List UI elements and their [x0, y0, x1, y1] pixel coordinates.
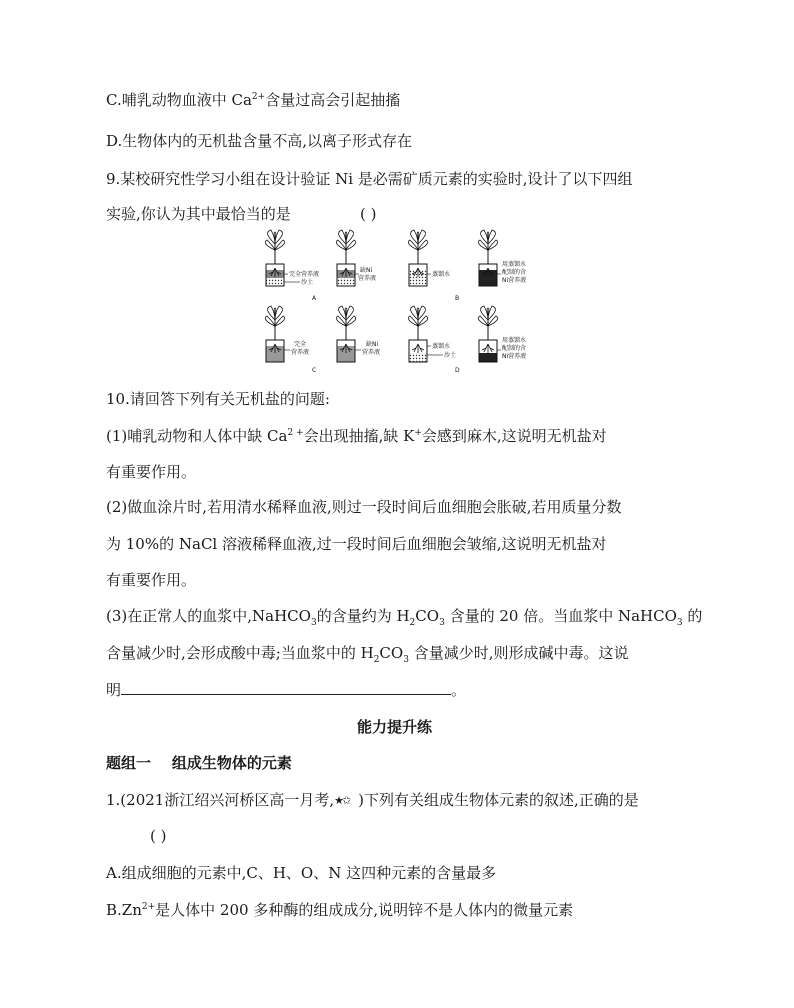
a-left-label: 完全营养液 — [289, 271, 320, 278]
beaker-a-left — [265, 230, 284, 286]
question-10-2-line3: 有重要作用。 — [106, 571, 197, 589]
b-right-label-3: Ni营养液 — [502, 277, 527, 284]
beaker-c-right — [336, 306, 355, 362]
label-a: A — [312, 295, 317, 302]
d-right-label-1: 用蒸馏水 — [502, 337, 527, 344]
setup-a — [265, 230, 376, 302]
d-left-label: 蒸馏水 — [432, 343, 451, 350]
difficulty-stars-icon: ★✩ — [334, 794, 350, 807]
question-10-2-line1: (2)做血涂片时,若用清水稀释血液,则过一段时间后血细胞会胀破,若用质量分数 — [106, 498, 622, 516]
d-soil-label: 沙土 — [444, 352, 457, 359]
d-right-label-2: 配制的含 — [502, 345, 527, 352]
c-left-label-2: 营养液 — [291, 349, 310, 356]
question-1-option-a: A.组成细胞的元素中,C、H、O、N 这四种元素的含量最多 — [106, 864, 497, 882]
setup-d — [408, 306, 526, 374]
setup-c — [265, 306, 380, 374]
question-10-3-line3: 明 。 — [106, 681, 467, 699]
label-b: B — [455, 295, 460, 302]
option-c: C.哺乳动物血液中 $Ca^{2+}$含量过高会引起抽搐 — [106, 91, 401, 109]
section-title: 能力提升练 — [357, 718, 433, 736]
beaker-b-right — [478, 230, 497, 286]
b-left-label: 蒸馏水 — [432, 271, 451, 278]
question-1-option-b: $B.Zn^{2+}$是人体中 200 多种酶的组成成分,说明锌不是人体内的微量元素 — [106, 901, 574, 919]
option-d: D.生物体内的无机盐含量不高,以离子形式存在 — [106, 132, 413, 150]
c-left-label-1: 完全 — [294, 341, 307, 348]
beaker-d-left — [408, 306, 427, 362]
label-c: C — [312, 367, 317, 374]
question-10-3-line2: 含量减少时,会形成酸中毒;当血浆中的 $H_2CO_3$ 含量减少时,则形成碱中毒。这说 — [106, 644, 629, 665]
beaker-b-left — [408, 230, 427, 286]
d-right-label-3: Ni营养液 — [502, 353, 527, 360]
a-soil-label: 沙土 — [301, 279, 314, 286]
a-right-label-1: 缺Ni — [360, 267, 373, 274]
ni-experiment-figure — [262, 228, 534, 374]
b-right-label-2: 配制的含 — [502, 269, 527, 276]
group-title: 题组一 组成生物体的元素 — [106, 754, 292, 772]
setup-b — [408, 230, 526, 302]
question-1-answer-paren: ( ) — [150, 827, 167, 845]
question-9-line1: 9.某校研究性学习小组在设计验证 Ni 是必需矿质元素的实验时,设计了以下四组 — [106, 170, 633, 188]
question-10-1-line1: (1)哺乳动物和人体中缺 $Ca^{2 +}$会出现抽搐,缺 K+会感到麻木,这说明无机盐对 — [106, 427, 607, 445]
c-right-label-2: 营养液 — [362, 349, 381, 356]
c-right-label-1: 缺Ni — [366, 341, 379, 348]
b-right-label-1: 用蒸馏水 — [502, 261, 527, 268]
beaker-d-right — [478, 306, 497, 362]
beaker-a-right — [336, 230, 355, 286]
question-10-3-line1: (3)在正常人的血浆中,NaHCO$_3$的含量约为 $H_2CO_3$ 含量的 20 倍。当血浆中 NaHCO$_3$ 的 — [106, 607, 703, 628]
question-10-title: 10.请回答下列有关无机盐的问题: — [106, 390, 330, 408]
a-right-label-2: 营养液 — [358, 275, 377, 282]
question-10-2-line2: 为 10%的 NaCl 溶液稀释血液,过一段时间后血细胞会皱缩,这说明无机盐对 — [106, 535, 607, 553]
question-9-answer-paren: ( ) — [360, 205, 377, 223]
question-10-1-line2: 有重要作用。 — [106, 463, 197, 481]
beaker-c-left — [265, 306, 284, 362]
question-9-line2: 实验,你认为其中最恰当的是 — [106, 205, 291, 223]
label-d: D — [455, 367, 460, 374]
answer-blank[interactable] — [121, 679, 451, 695]
question-1-line1: 1.(2021浙江绍兴河桥区高一月考,★✩ )下列有关组成生物体元素的叙述,正确的是 — [106, 791, 639, 809]
